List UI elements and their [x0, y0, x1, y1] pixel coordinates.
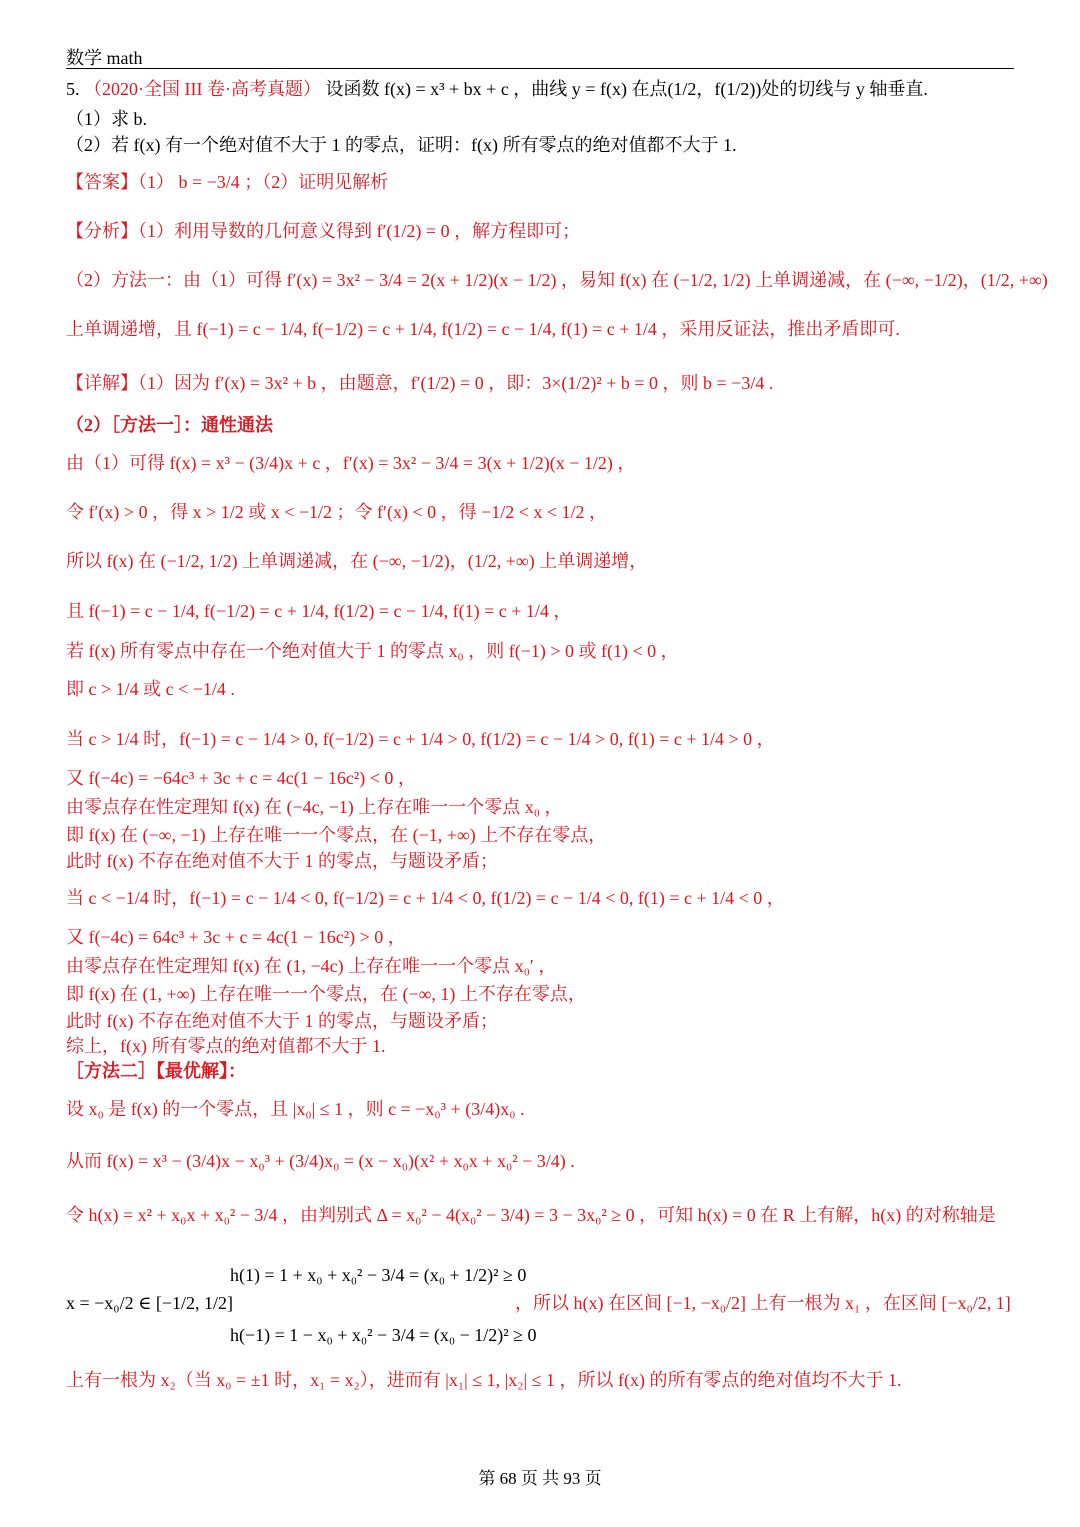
- method-1-line: 由零点存在性定理知 f(x) 在 (1, −4c) 上存在唯一一个零点 x₀′ ，: [66, 956, 557, 976]
- analysis-text-1: （1）利用导数的几何意义得到 f′(1/2) = 0 ，解方程即可；: [138, 221, 581, 241]
- answer-tag: 【答案】: [66, 172, 138, 192]
- method-2-line: 令 h(x) = x² + x₀x + x₀² − 3/4 ，由判别式 Δ = x₀² − 4(x₀² − 3/4) = 3 − 3x₀² ≥ 0 ，可知 h(x) = 0 在 R 上有解，h(x) 的对称轴是: [66, 1205, 996, 1225]
- method-1-line: 即 f(x) 在 (1, +∞) 上存在唯一一个零点，在 (−∞, 1) 上不存在零点，: [66, 984, 586, 1004]
- answer-line: [66, 171, 388, 193]
- analysis-line-3: 上单调递增，且 f(−1) = c − 1/4, f(−1/2) = c + 1/4, f(1/2) = c − 1/4, f(1) = c + 1/4 ，采用反证法，推出矛盾即可.: [66, 319, 900, 339]
- method-2-line: 从而 f(x) = x³ − (3/4)x − x₀³ + (3/4)x₀ = (x − x₀)(x² + x₀x + x₀² − 3/4) .: [66, 1151, 575, 1171]
- detail-tag: 【详解】: [66, 373, 138, 393]
- method-1-line: 即 c > 1/4 或 c < −1/4 .: [66, 679, 235, 699]
- problem-source: （2020·全国 III 卷·高考真题）: [84, 79, 321, 99]
- method-1-line: 令 f′(x) > 0 ，得 x > 1/2 或 x < −1/2 ；令 f′(x) < 0 ，得 −1/2 < x < 1/2 ，: [66, 502, 608, 522]
- method-1-line: 若 f(x) 所有零点中存在一个绝对值大于 1 的零点 x₀ ，则 f(−1) > 0 或 f(1) < 0 ，: [66, 641, 679, 661]
- method-1-line: 由（1）可得 f(x) = x³ − (3/4)x + c ，f′(x) = 3x² − 3/4 = 3(x + 1/2)(x − 1/2) ，: [66, 453, 636, 473]
- problem-line: [66, 78, 928, 100]
- method-2-line: ，所以 h(x) 在区间 [−1, −x₀/2] 上有一根为 x₁ ，在区间 [−x₀/2, 1]: [515, 1293, 1011, 1313]
- symmetry-axis-formula: x = −x₀/2 ∈ [−1/2, 1/2]: [66, 1293, 234, 1313]
- question-2: （2）若 f(x) 有一个绝对值不大于 1 的零点，证明：f(x) 所有零点的绝对值都不大于 1.: [66, 135, 737, 155]
- method-1-line: 由零点存在性定理知 f(x) 在 (−4c, −1) 上存在唯一一个零点 x₀ ，: [66, 797, 563, 817]
- method-1-line: 又 f(−4c) = 64c³ + 3c + c = 4c(1 − 16c²) > 0 ，: [66, 927, 406, 947]
- method-1-line: 又 f(−4c) = −64c³ + 3c + c = 4c(1 − 16c²) < 0 ，: [66, 768, 416, 788]
- method-1-heading: （2）［方法一］：通性通法: [66, 415, 273, 435]
- method-1-line: 即 f(x) 在 (−∞, −1) 上存在唯一一个零点，在 (−1, +∞) 上不存在零点，: [66, 825, 607, 845]
- page-footer: 第 68 页 共 93 页: [478, 1469, 602, 1488]
- h-of-minus-1-formula: h(−1) = 1 − x₀ + x₀² − 3/4 = (x₀ − 1/2)² ≥ 0: [230, 1325, 537, 1345]
- method-1-line: 此时 f(x) 不存在绝对值不大于 1 的零点，与题设矛盾；: [66, 851, 498, 871]
- method-1-line: 此时 f(x) 不存在绝对值不大于 1 的零点，与题设矛盾；: [66, 1011, 498, 1031]
- problem-stem: 设函数 f(x) = x³ + bx + c ，曲线 y = f(x) 在点(1/2，f(1/2))处的切线与 y 轴垂直.: [325, 79, 928, 99]
- method-1-line: 所以 f(x) 在 (−1/2, 1/2) 上单调递减，在 (−∞, −1/2)，(1/2, +∞) 上单调递增，: [66, 551, 648, 571]
- analysis-line-1: [66, 220, 580, 242]
- h-of-1-formula: h(1) = 1 + x₀ + x₀² − 3/4 = (x₀ + 1/2)² ≥ 0: [230, 1265, 527, 1285]
- method-1-line: 当 c < −1/4 时，f(−1) = c − 1/4 < 0, f(−1/2) = c + 1/4 < 0, f(1/2) = c − 1/4 < 0, f(1) = c + 1/4 < 0 ，: [66, 888, 785, 908]
- detail-text-1: （1）因为 f′(x) = 3x² + b ，由题意，f′(1/2) = 0 ，即：3×(1/2)² + b = 0 ，则 b = −3/4 .: [138, 373, 774, 393]
- method-2-line: 设 x₀ 是 f(x) 的一个零点，且 |x₀| ≤ 1 ，则 c = −x₀³ + (3/4)x₀ .: [66, 1099, 525, 1119]
- header-divider: [66, 68, 1014, 69]
- problem-number: 5.: [66, 79, 80, 99]
- method-1-line: 当 c > 1/4 时，f(−1) = c − 1/4 > 0, f(−1/2) = c + 1/4 > 0, f(1/2) = c − 1/4 > 0, f(1) = c + 1/4 > 0 ，: [66, 729, 775, 749]
- detail-line-1: [66, 372, 773, 394]
- method-1-line: 综上，f(x) 所有零点的绝对值都不大于 1.: [66, 1036, 386, 1056]
- question-1: （1）求 b.: [66, 109, 147, 129]
- page-header-title: 数学 math: [66, 48, 143, 68]
- analysis-tag: 【分析】: [66, 221, 138, 241]
- analysis-line-2: （2）方法一：由（1）可得 f′(x) = 3x² − 3/4 = 2(x + 1/2)(x − 1/2) ，易知 f(x) 在 (−1/2, 1/2) 上单调递减，在 (−∞, −1/2)，(1/2, +∞): [66, 270, 1048, 290]
- method-2-line: 上有一根为 x₂（当 x₀ = ±1 时，x₁ = x₂），进而有 |x₁| ≤ 1, |x₂| ≤ 1 ，所以 f(x) 的所有零点的绝对值均不大于 1.: [66, 1370, 902, 1390]
- method-1-line: 且 f(−1) = c − 1/4, f(−1/2) = c + 1/4, f(1/2) = c − 1/4, f(1) = c + 1/4 ，: [66, 601, 572, 621]
- method-2-heading: ［方法二］【最优解】：: [66, 1061, 246, 1081]
- answer-text: （1） b = −3/4 ；（2）证明见解析: [138, 172, 389, 192]
